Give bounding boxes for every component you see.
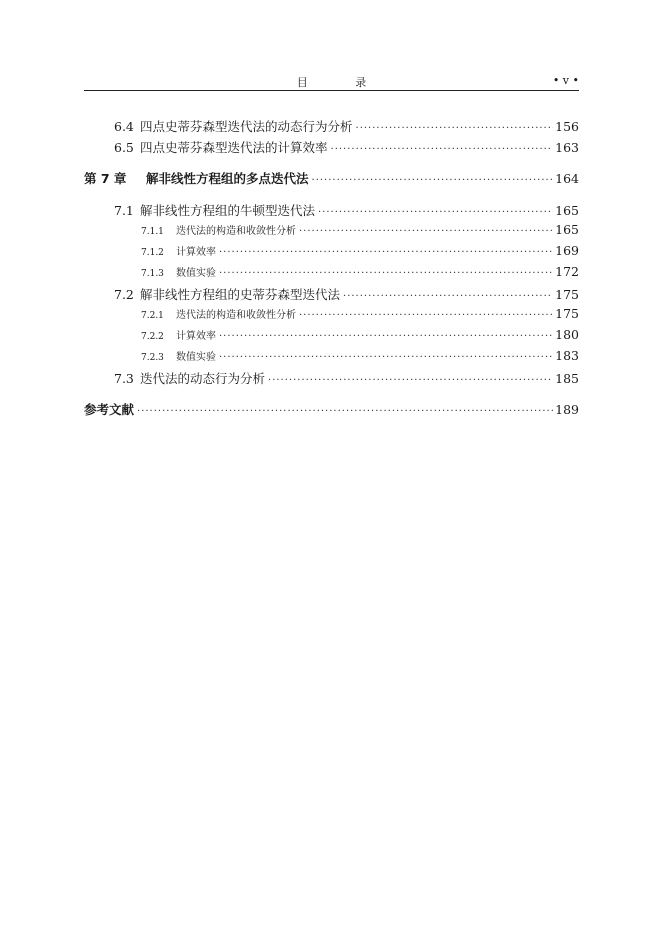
toc-entry[interactable] [84,369,579,387]
toc-references-entry[interactable] [84,400,579,418]
toc-entry-number: 7.2 [114,287,134,302]
toc-entry-title: 解非线性方程组的牛顿型迭代法 [140,203,316,218]
toc-entry-number: 7.1.3 [141,269,164,279]
toc-entry-title: 数值实验 [176,268,216,279]
toc-entry-title: 数值实验 [176,352,216,363]
toc-entry-page: 165 [555,203,579,218]
toc-entry-number: 6.4 [114,119,134,134]
toc-subentry[interactable] [84,327,579,342]
dot-leader [268,375,553,386]
toc-entry-title: 解非线性方程组的史蒂芬森型迭代法 [140,287,341,302]
toc-subentry[interactable] [84,348,579,363]
toc-subentry[interactable] [84,243,579,258]
toc-entry-title: 四点史蒂芬森型迭代法的动态行为分析 [140,119,353,134]
toc-entry[interactable] [84,138,579,156]
toc-entry-page: 163 [555,140,579,155]
dot-leader [299,226,553,237]
dot-leader [219,268,553,279]
toc-entry-page: 169 [555,243,579,258]
header-title: 目 录 [296,76,389,89]
toc-chapter-title: 解非线性方程组的多点迭代法 [146,171,309,186]
dot-leader [219,331,553,342]
header-page-number: • v • [552,74,579,87]
dot-leader [331,144,554,155]
toc-entry[interactable] [84,117,579,135]
toc-entry-title: 计算效率 [176,331,216,342]
dot-leader [299,310,553,321]
toc-entry-title: 四点史蒂芬森型迭代法的计算效率 [140,140,328,155]
toc-chapter-entry[interactable] [84,169,579,187]
toc-references-title: 参考文献 [84,402,135,417]
toc-entry-title: 迭代法的动态行为分析 [140,371,266,386]
toc-entry-number: 7.1.2 [141,248,164,258]
toc-entry-number: 7.1 [114,203,134,218]
toc-entry-title: 迭代法的构造和收敛性分析 [176,310,296,321]
running-header [84,72,579,91]
toc-entry[interactable] [84,285,579,303]
toc-entry-number: 7.2.3 [141,353,164,363]
dot-leader [318,207,553,218]
toc-entry-number: 7.2.1 [141,311,164,321]
toc-entry-page: 165 [555,222,579,237]
dot-leader [312,175,554,186]
toc-entry-number: 7.2.2 [141,332,164,342]
toc-entry-number: 7.3 [114,371,134,386]
toc-entry-number: 7.1.1 [141,227,164,237]
toc-entry-page: 156 [555,119,579,134]
toc-entry[interactable] [84,201,579,219]
dot-leader [137,406,553,417]
dot-leader [219,352,553,363]
dot-leader [343,291,553,302]
toc-entry-title: 计算效率 [176,247,216,258]
dot-leader [219,247,553,258]
toc-entry-page: 172 [555,264,579,279]
dot-leader [356,123,554,134]
toc-entry-title: 迭代法的构造和收敛性分析 [176,226,296,237]
toc-entry-page: 189 [555,402,579,417]
toc-entry-page: 185 [555,371,579,386]
toc-entry-number: 6.5 [114,140,134,155]
toc-entry-page: 175 [555,287,579,302]
toc-subentry[interactable] [84,264,579,279]
toc-entry-page: 180 [555,327,579,342]
toc-subentry[interactable] [84,222,579,237]
toc-chapter-number: 第 7 章 [84,171,127,186]
toc-entry-page: 164 [555,171,579,186]
toc-entry-page: 175 [555,306,579,321]
toc-subentry[interactable] [84,306,579,321]
toc-entry-page: 183 [555,348,579,363]
